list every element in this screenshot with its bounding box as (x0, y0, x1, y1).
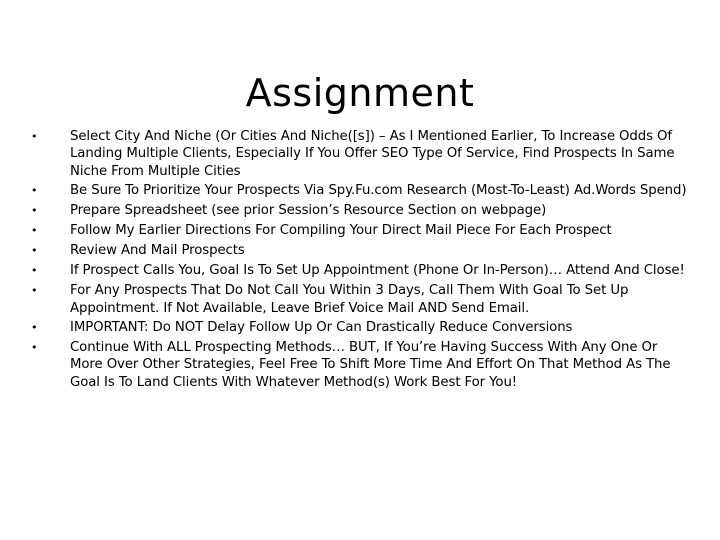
list-item (28, 339, 688, 391)
bullet-text: Continue With ALL Prospecting Methods… BUT, If You’re Having Success With Any One Or More Over Other Strategies, Feel Free To Shift More Time And Effort On That Method As The Goal Is To Land Clients With Whatever Method(s) Work Best For You! (70, 340, 671, 390)
bullet-text: Prepare Spreadsheet (see prior Session’s Resource Section on webpage) (70, 203, 547, 219)
list-item (28, 182, 688, 200)
bullet-icon: • (31, 204, 38, 218)
bullet-icon: • (31, 184, 38, 198)
list-item (28, 128, 688, 180)
bullet-icon: • (31, 244, 38, 258)
list-item (28, 319, 688, 337)
bullet-text: Follow My Earlier Directions For Compiling Your Direct Mail Piece For Each Prospect (70, 223, 612, 239)
list-item (28, 222, 688, 240)
slide-title: Assignment (245, 71, 475, 116)
bullet-text: Review And Mail Prospects (70, 243, 245, 259)
bullet-icon: • (31, 284, 38, 298)
bullet-text: Be Sure To Prioritize Your Prospects Via Spy.Fu.com Research (Most-To-Least) Ad.Words Spend) (70, 183, 687, 199)
bullet-text: For Any Prospects That Do Not Call You Within 3 Days, Call Them With Goal To Set Up Appointment. If Not Available, Leave Brief Voice Mail AND Send Email. (70, 283, 629, 316)
list-item (28, 202, 688, 220)
list-item (28, 242, 688, 260)
list-item (28, 282, 688, 317)
bullet-icon: • (31, 264, 38, 278)
list-item (28, 262, 688, 280)
bullet-icon: • (31, 224, 38, 238)
bullet-icon: • (31, 130, 38, 143)
bullet-text: IMPORTANT: Do NOT Delay Follow Up Or Can Drastically Reduce Conversions (70, 320, 573, 336)
bullet-icon: • (31, 321, 38, 335)
bullet-icon: • (31, 341, 38, 355)
bullet-text: If Prospect Calls You, Goal Is To Set Up Appointment (Phone Or In-Person)… Attend And Close! (70, 263, 685, 279)
bullet-text: Select City And Niche (Or Cities And Niche([s]) – As I Mentioned Earlier, To Increase Odds Of Landing Multiple Clients, Especially If You Offer SEO Type Of Service, Find Prospects In Same Niche From Multiple Cities (70, 129, 675, 179)
bullet-list (28, 128, 688, 393)
